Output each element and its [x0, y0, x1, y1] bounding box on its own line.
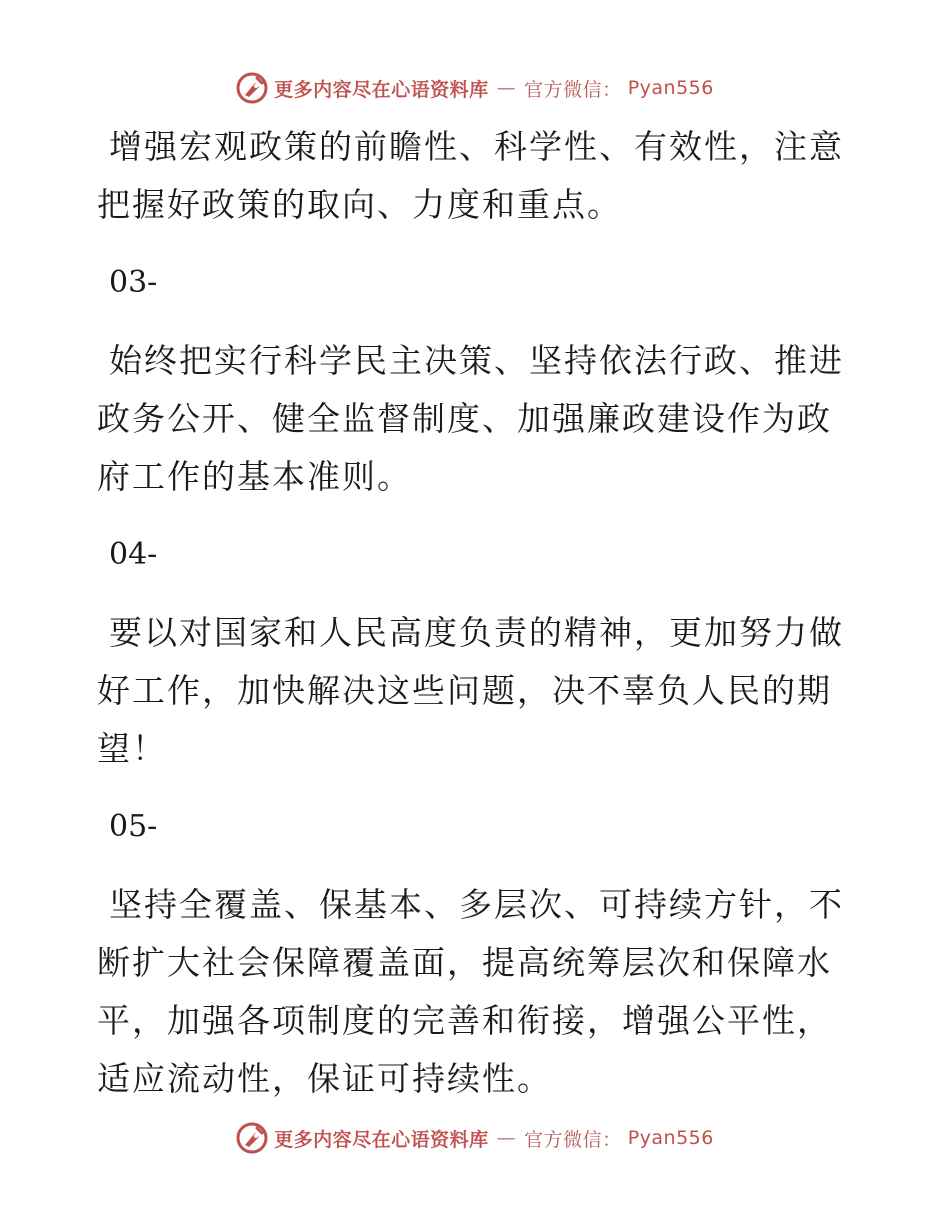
pen-nib-circle-icon: [236, 1122, 268, 1154]
section-number-03: 03-: [109, 265, 158, 300]
intro-paragraph: 增强宏观政策的前瞻性、科学性、有效性，注意把握好政策的取向、力度和重点。: [97, 127, 844, 224]
header-handle: Pyan556: [627, 77, 714, 99]
section-paragraph-05: 坚持全覆盖、保基本、多层次、可持续方针，不断扩大社会保障覆盖面，提高统筹层次和保障水平，加强各项制度的完善和衔接，增强公平性，适应流动性，保证可持续性。: [97, 885, 844, 1098]
header-contact-label: 官方微信：: [524, 78, 622, 101]
pen-nib-circle-icon: [236, 72, 268, 104]
footer-handle: Pyan556: [627, 1127, 714, 1149]
header-banner: [0, 72, 950, 104]
footer-brand: 更多内容尽在心语资料库: [274, 1128, 489, 1151]
footer-separator: —: [496, 1127, 517, 1149]
footer-banner: [0, 1122, 950, 1154]
section-paragraph-04: 要以对国家和人民高度负责的精神，更加努力做好工作，加快解决这些问题，决不辜负人民的期望！: [97, 613, 844, 768]
header-brand: 更多内容尽在心语资料库: [274, 78, 489, 101]
footer-contact-label: 官方微信：: [524, 1128, 622, 1151]
section-number-05: 05-: [109, 809, 158, 844]
section-paragraph-03: 始终把实行科学民主决策、坚持依法行政、推进政务公开、健全监督制度、加强廉政建设作为政府工作的基本准则。: [97, 341, 844, 496]
document-body: [97, 118, 857, 1108]
section-number-04: 04-: [109, 537, 158, 572]
header-separator: —: [496, 77, 517, 99]
